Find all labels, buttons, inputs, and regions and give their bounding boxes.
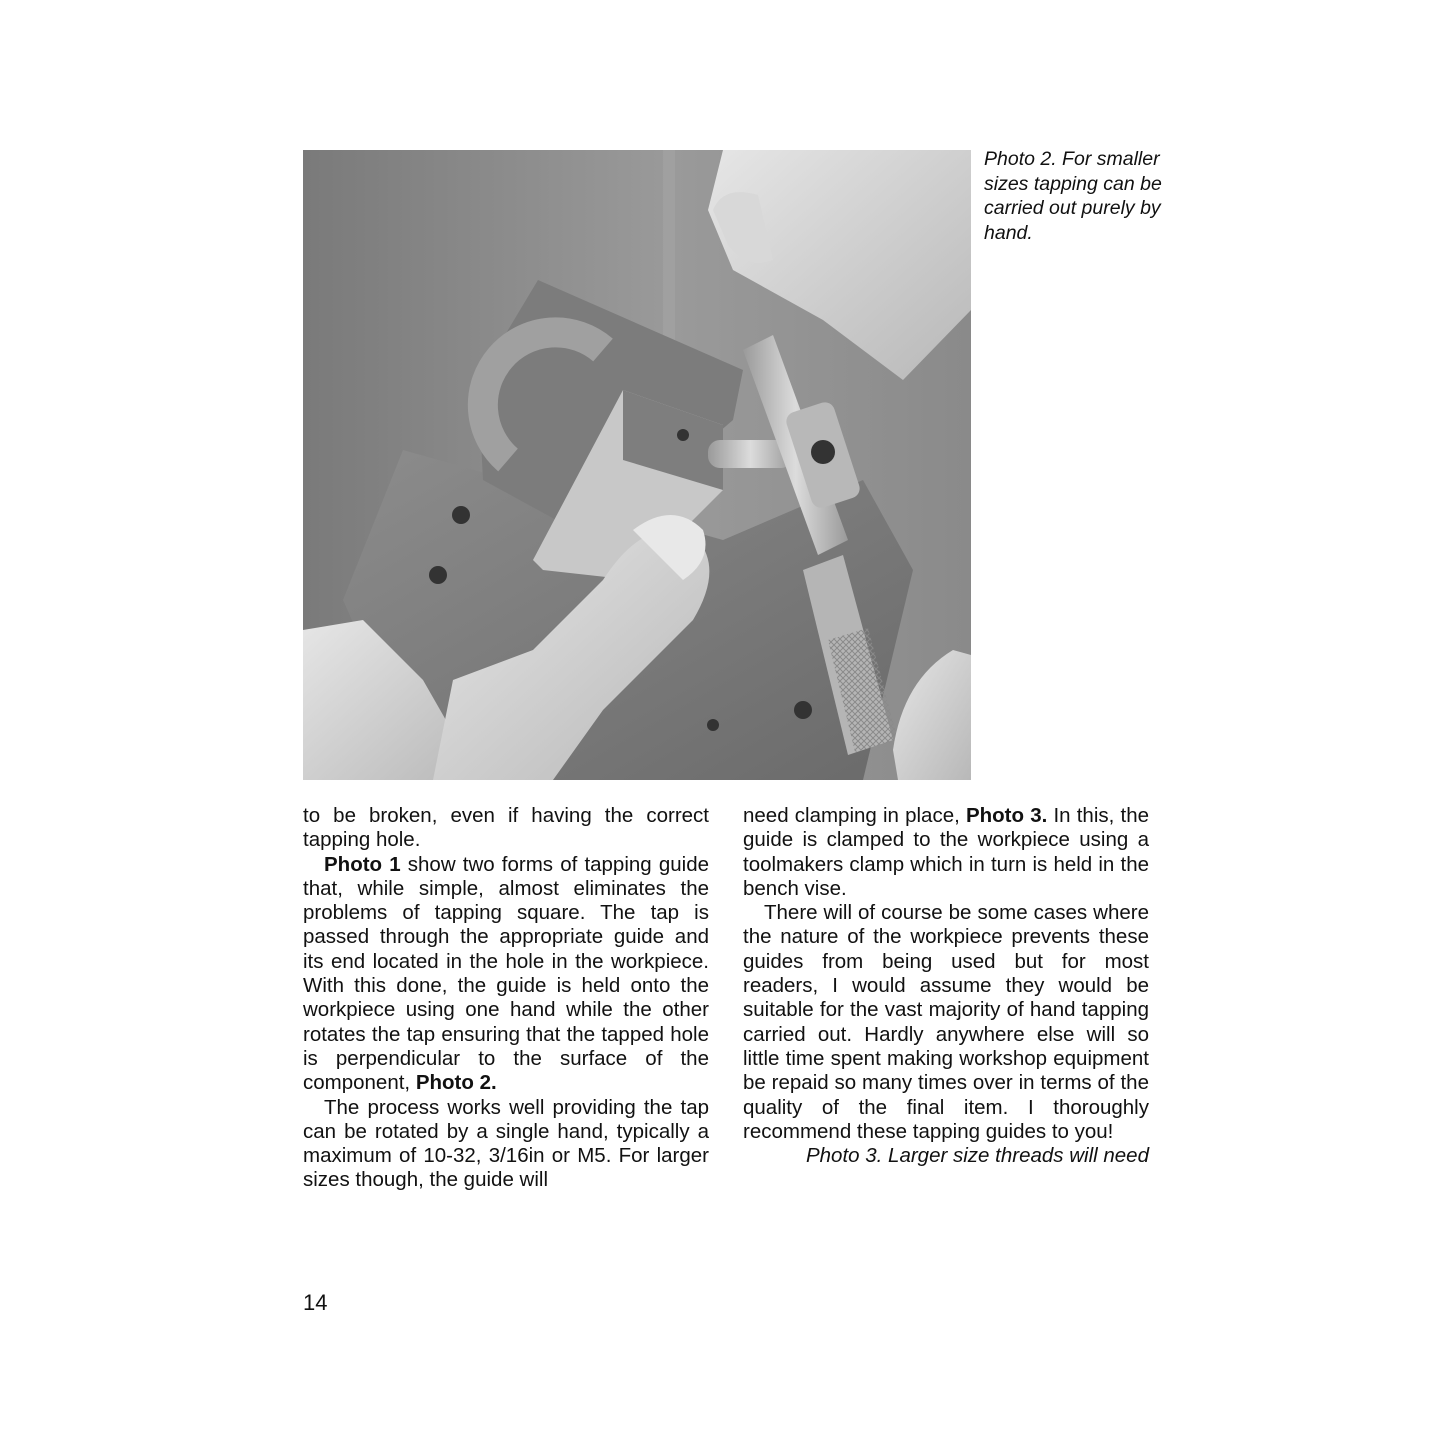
photo-reference: Photo 3. [965, 804, 1048, 827]
photo-tapping-by-hand [303, 150, 971, 780]
paragraph: The process works well providing the tap can be rotated by a single hand, typically a maximum of 10-32, 3/16in or M5. For larger sizes though, the guide will [303, 1095, 709, 1192]
photo-2-caption: Photo 2. For smaller sizes tapping can be carried out purely by hand. [984, 148, 1162, 244]
paragraph-text: In this, the guide is clamped to the workpiece using a toolmakers clamp which in turn is held in the bench vise. [743, 804, 1150, 900]
photo-reference: Photo 2. [415, 1071, 497, 1095]
photo-3-caption: Photo 3. Larger size threads will need [805, 1144, 1149, 1168]
paragraph [743, 804, 1149, 901]
text-column-right [743, 804, 1149, 1168]
page-number: 14 [303, 1290, 328, 1315]
paragraph-text: need clamping in place, [743, 804, 966, 827]
paragraph: There will of course be some cases where the nature of the workpiece prevents these guides from being used but for most readers, I would assume they would be suitable for the vast majority of hand tapping carried out. Hardly anywhere else will so little time spent making workshop equipment be repaid so many times over in terms of the quality of the final item. I thoroughly recommend these tapping guides to you! [743, 901, 1149, 1143]
photo-reference: Photo 1 [324, 852, 401, 876]
text-column-left [303, 804, 709, 1193]
photo-illustration [303, 150, 971, 780]
paragraph: to be broken, even if having the correct tapping hole. [303, 804, 709, 852]
paragraph [303, 853, 709, 1096]
paragraph-text: show two forms of tapping guide that, while simple, almost eliminates the problems of tapping square. The tap is passed through the appropriate guide and its end located in the hole in the workpiece. With this done, the guide is held onto the workpiece using one hand while the other rotates the tap ensuring that the tapped hole is perpendicular to the surface of the component, [303, 852, 709, 1095]
